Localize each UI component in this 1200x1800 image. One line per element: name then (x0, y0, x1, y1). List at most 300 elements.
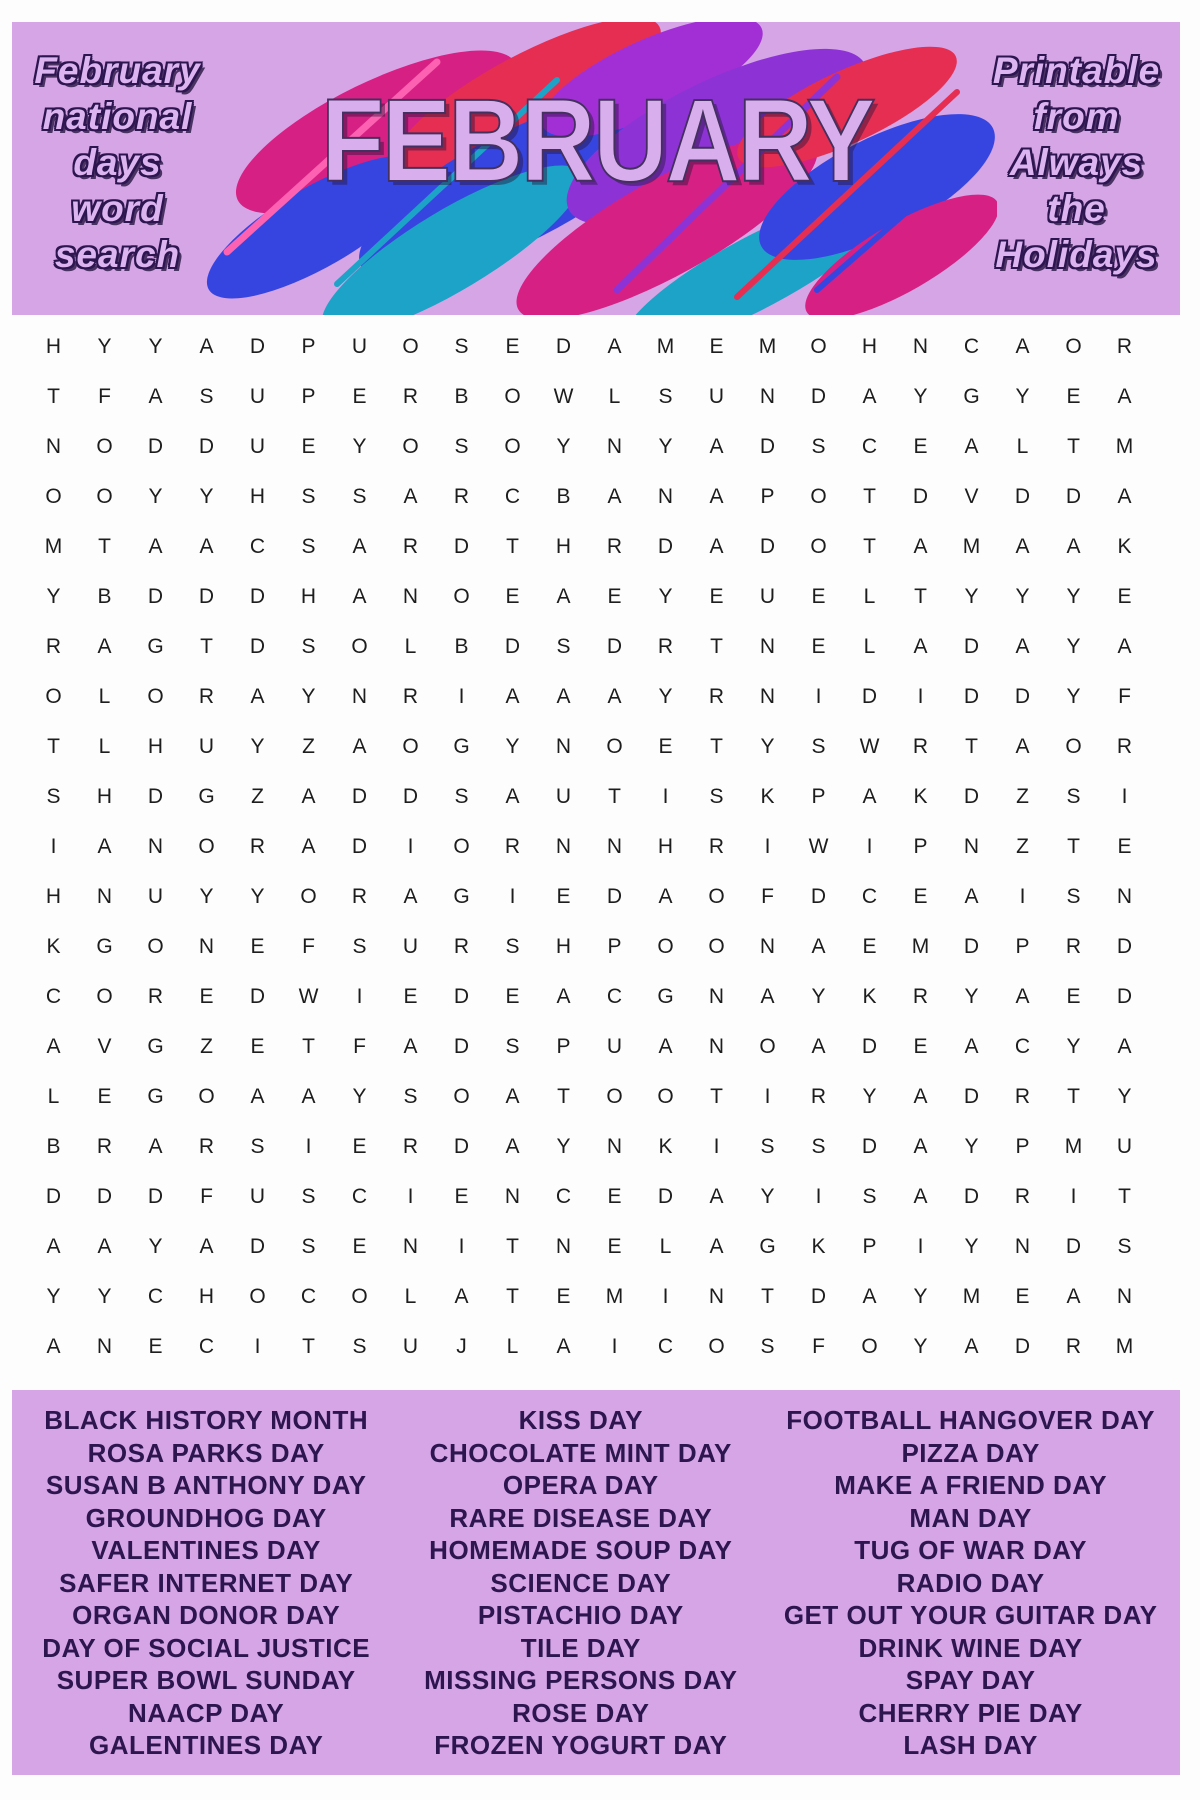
grid-letter: A (811, 1035, 826, 1058)
grid-letter: E (913, 885, 928, 908)
grid-letter: E (658, 735, 673, 758)
grid-letter: Y (964, 985, 979, 1008)
word-list-item: RARE DISEASE DAY (449, 1502, 713, 1533)
grid-letter: L (863, 585, 876, 608)
grid-letter: O (504, 385, 521, 408)
grid-letter: D (606, 635, 623, 658)
grid-letter: E (607, 1185, 622, 1208)
grid-letter: Y (199, 885, 214, 908)
grid-letter: U (606, 1035, 623, 1058)
grid-letter: A (403, 885, 418, 908)
grid-letter: Y (148, 335, 163, 358)
grid-letter: M (962, 1285, 981, 1308)
grid-letter: T (200, 635, 213, 658)
grid-letter: A (811, 935, 826, 958)
word-list-item: ORGAN DONOR DAY (72, 1600, 341, 1630)
grid-letter: R (249, 835, 266, 858)
grid-letter: A (148, 1135, 163, 1158)
grid-letter: E (199, 985, 214, 1008)
grid-letter: R (402, 1135, 419, 1158)
grid-letter: L (1016, 435, 1029, 458)
grid-letter: Y (250, 735, 265, 758)
grid-letter: K (46, 935, 61, 958)
grid-letter: M (44, 535, 63, 558)
grid-letter: Y (199, 485, 214, 508)
grid-letter: O (351, 635, 368, 658)
grid-letter: A (709, 485, 724, 508)
grid-letter: A (505, 785, 520, 808)
grid-letter: D (453, 535, 470, 558)
grid-letter: P (811, 785, 826, 808)
grid-letter: O (453, 835, 470, 858)
grid-letter: Y (148, 1235, 163, 1258)
grid-letter: K (913, 785, 928, 808)
grid-letter: T (506, 1235, 519, 1258)
grid-letter: E (250, 1035, 265, 1058)
word-list-item: FOOTBALL HANGOVER DAY (786, 1405, 1155, 1435)
grid-letter: A (97, 1235, 112, 1258)
grid-letter: S (352, 935, 367, 958)
grid-letter: D (96, 1185, 113, 1208)
grid-letter: D (963, 1085, 980, 1108)
grid-letter: P (556, 1035, 571, 1058)
grid-letter: M (962, 535, 981, 558)
grid-letter: Y (658, 685, 673, 708)
word-list-item: DRINK WINE DAY (858, 1632, 1083, 1663)
grid-letter: T (1067, 1085, 1080, 1108)
grid-letter: Y (862, 1085, 877, 1108)
grid-letter: D (912, 485, 929, 508)
grid-letter: W (808, 835, 829, 858)
grid-letter: Y (964, 585, 979, 608)
grid-letter: S (556, 635, 571, 658)
grid-letter: T (98, 535, 111, 558)
grid-letter: V (964, 485, 979, 508)
grid-letter: V (97, 1035, 112, 1058)
grid-letter: G (963, 385, 980, 408)
grid-letter: A (505, 1135, 520, 1158)
grid-letter: C (45, 985, 62, 1008)
grid-letter: T (302, 1335, 315, 1358)
grid-letter: D (963, 635, 980, 658)
grid-letter: I (815, 1185, 822, 1208)
word-list-item: SCIENCE DAY (490, 1567, 672, 1598)
grid-letter: O (606, 735, 623, 758)
grid-letter: Y (556, 435, 571, 458)
grid-letter: S (760, 1335, 775, 1358)
header-right-title (979, 50, 1174, 276)
word-list-item: GALENTINES DAY (89, 1730, 324, 1760)
grid-letter: O (1065, 735, 1082, 758)
grid-letter: A (199, 535, 214, 558)
grid-letter: L (659, 1235, 672, 1258)
grid-letter: D (810, 885, 827, 908)
grid-letter: O (147, 685, 164, 708)
grid-letter: A (556, 685, 571, 708)
grid-letter: D (147, 1185, 164, 1208)
grid-letter: S (301, 1235, 316, 1258)
grid-letter: D (147, 785, 164, 808)
grid-letter: O (351, 1285, 368, 1308)
grid-letter: Z (302, 735, 315, 758)
grid-letter: O (657, 935, 674, 958)
grid-letter: H (555, 935, 572, 958)
grid-letter: O (810, 535, 827, 558)
grid-letter: E (403, 985, 418, 1008)
grid-letter: A (46, 1235, 61, 1258)
grid-letter: W (298, 985, 319, 1008)
grid-letter: C (300, 1285, 317, 1308)
grid-letter: D (402, 785, 419, 808)
grid-letter: E (1117, 835, 1132, 858)
grid-letter: R (147, 985, 164, 1008)
grid-letter: T (863, 535, 876, 558)
grid-letter: E (1015, 1285, 1030, 1308)
grid-letter: O (453, 585, 470, 608)
grid-letter: I (662, 785, 669, 808)
grid-letter: D (1116, 935, 1133, 958)
grid-letter: R (708, 835, 725, 858)
grid-letter: S (505, 935, 520, 958)
grid-letter: N (402, 1235, 419, 1258)
grid-letter: R (1065, 935, 1082, 958)
grid-letter: A (199, 335, 214, 358)
grid-letter: R (1014, 1185, 1031, 1208)
grid-letter: U (555, 785, 572, 808)
grid-letter: R (708, 685, 725, 708)
grid-letter: D (1065, 1235, 1082, 1258)
word-list-panel (12, 1390, 1180, 1775)
grid-letter: H (555, 535, 572, 558)
grid-letter: P (607, 935, 622, 958)
word-list-item: GET OUT YOUR GUITAR DAY (783, 1600, 1158, 1630)
word-list-item: GROUNDHOG DAY (85, 1502, 327, 1533)
grid-letter: Y (148, 485, 163, 508)
grid-letter: I (509, 885, 516, 908)
grid-letter: D (861, 685, 878, 708)
grid-letter: S (352, 1335, 367, 1358)
grid-letter: D (351, 785, 368, 808)
grid-letter: Y (505, 735, 520, 758)
word-list-item: LASH DAY (903, 1730, 1038, 1760)
grid-letter: T (761, 1285, 774, 1308)
grid-letter: C (1014, 1035, 1031, 1058)
grid-letter: I (917, 685, 924, 708)
grid-letter: N (759, 385, 776, 408)
word-list-item: OPERA DAY (502, 1470, 659, 1500)
grid-letter: N (759, 935, 776, 958)
grid-letter: B (454, 635, 469, 658)
grid-letter: A (301, 1085, 316, 1108)
grid-letter: A (352, 585, 367, 608)
word-list-item: SPAY DAY (905, 1665, 1036, 1695)
grid-letter: A (964, 435, 979, 458)
grid-letter: D (504, 635, 521, 658)
grid-letter: S (811, 1135, 826, 1158)
grid-letter: Y (1066, 1035, 1081, 1058)
grid-letter: Y (556, 1135, 571, 1158)
grid-letter: O (402, 435, 419, 458)
grid-letter: T (914, 585, 927, 608)
grid-letter: O (759, 1035, 776, 1058)
grid-letter: H (147, 735, 164, 758)
grid-letter: F (200, 1185, 213, 1208)
grid-letter: D (963, 685, 980, 708)
grid-letter: W (553, 385, 574, 408)
grid-letter: O (810, 335, 827, 358)
grid-letter: A (1066, 1285, 1081, 1308)
grid-letter: I (458, 1235, 465, 1258)
grid-letter: H (45, 885, 62, 908)
grid-letter: E (352, 1135, 367, 1158)
grid-letter: Y (301, 685, 316, 708)
grid-letter: A (556, 1335, 571, 1358)
grid-letter: R (402, 385, 419, 408)
grid-letter: A (199, 1235, 214, 1258)
grid-letter: S (301, 485, 316, 508)
grid-letter: N (402, 585, 419, 608)
grid-letter: O (504, 435, 521, 458)
grid-letter: M (758, 335, 777, 358)
grid-letter: I (1019, 885, 1026, 908)
grid-letter: D (810, 1285, 827, 1308)
grid-letter: H (96, 785, 113, 808)
grid-letter: U (708, 385, 725, 408)
grid-letter: R (912, 985, 929, 1008)
grid-letter: T (506, 1285, 519, 1308)
word-list-item: RADIO DAY (896, 1567, 1045, 1598)
grid-letter: N (657, 485, 674, 508)
header-left-title-line: search (54, 234, 181, 275)
grid-letter: S (760, 1135, 775, 1158)
grid-letter: E (505, 985, 520, 1008)
grid-letter: A (1117, 485, 1132, 508)
grid-letter: A (913, 1135, 928, 1158)
grid-letter: A (97, 635, 112, 658)
grid-letter: I (713, 1135, 720, 1158)
grid-letter: U (249, 1185, 266, 1208)
grid-letter: Y (1066, 635, 1081, 658)
grid-letter: O (96, 485, 113, 508)
grid-letter: S (403, 1085, 418, 1108)
grid-letter: R (453, 935, 470, 958)
grid-letter: S (658, 385, 673, 408)
grid-letter: Y (97, 1285, 112, 1308)
grid-letter: E (352, 1235, 367, 1258)
grid-letter: N (606, 835, 623, 858)
grid-letter: Y (1066, 685, 1081, 708)
grid-letter: T (1067, 835, 1080, 858)
grid-letter: I (50, 835, 57, 858)
grid-letter: P (301, 335, 316, 358)
grid-letter: A (148, 535, 163, 558)
grid-letter: T (506, 535, 519, 558)
word-list-item: MAKE A FRIEND DAY (834, 1470, 1108, 1500)
grid-letter: I (305, 1135, 312, 1158)
grid-letter: U (402, 1335, 419, 1358)
grid-letter: G (198, 785, 215, 808)
grid-letter: F (812, 1335, 825, 1358)
grid-letter: M (1115, 435, 1134, 458)
grid-letter: G (147, 1085, 164, 1108)
grid-letter: A (913, 1085, 928, 1108)
grid-letter: P (1015, 935, 1030, 958)
grid-letter: E (913, 435, 928, 458)
grid-letter: B (556, 485, 571, 508)
grid-letter: U (147, 885, 164, 908)
grid-letter: G (96, 935, 113, 958)
grid-letter: S (1066, 785, 1081, 808)
grid-letter: N (759, 635, 776, 658)
grid-letter: P (1015, 1135, 1030, 1158)
grid-letter: D (1014, 485, 1031, 508)
grid-letter: A (964, 1335, 979, 1358)
grid-letter: A (1015, 735, 1030, 758)
grid-letter: D (453, 1135, 470, 1158)
header-left-title (20, 50, 215, 276)
grid-letter: S (301, 1185, 316, 1208)
grid-letter: Y (913, 385, 928, 408)
grid-letter: Y (1117, 1085, 1132, 1108)
grid-letter: I (1121, 785, 1128, 808)
grid-letter: D (963, 1185, 980, 1208)
grid-letter: D (606, 885, 623, 908)
grid-letter: N (606, 1135, 623, 1158)
grid-letter: Y (964, 1135, 979, 1158)
grid-letter: O (861, 1335, 878, 1358)
grid-letter: Y (352, 435, 367, 458)
grid-letter: S (811, 435, 826, 458)
grid-letter: N (96, 1335, 113, 1358)
grid-letter: L (404, 635, 417, 658)
grid-letter: T (608, 785, 621, 808)
grid-letter: Y (658, 585, 673, 608)
grid-letter: I (356, 985, 363, 1008)
grid-letter: D (861, 1135, 878, 1158)
grid-letter: D (249, 1235, 266, 1258)
grid-letter: N (1116, 885, 1133, 908)
grid-letter: D (249, 985, 266, 1008)
grid-letter: R (504, 835, 521, 858)
grid-letter: Z (1016, 785, 1029, 808)
grid-letter: T (965, 735, 978, 758)
grid-letter: D (198, 435, 215, 458)
grid-letter: Y (1015, 585, 1030, 608)
grid-letter: E (352, 385, 367, 408)
grid-letter: F (761, 885, 774, 908)
grid-letter: D (657, 535, 674, 558)
grid-letter: M (1064, 1135, 1083, 1158)
grid-letter: O (45, 685, 62, 708)
grid-letter: B (46, 1135, 61, 1158)
grid-letter: E (709, 335, 724, 358)
grid-letter: R (810, 1085, 827, 1108)
grid-letter: L (506, 1335, 519, 1358)
grid-letter: A (505, 1085, 520, 1108)
grid-letter: H (249, 485, 266, 508)
grid-letter: S (811, 735, 826, 758)
grid-letter: E (505, 335, 520, 358)
grid-letter: L (47, 1085, 60, 1108)
grid-letter: B (97, 585, 112, 608)
grid-letter: R (351, 885, 368, 908)
grid-letter: D (45, 1185, 62, 1208)
grid-letter: A (964, 885, 979, 908)
grid-letter: A (1117, 635, 1132, 658)
grid-letter: D (453, 1035, 470, 1058)
word-list-item: VALENTINES DAY (91, 1535, 321, 1565)
grid-letter: E (301, 435, 316, 458)
grid-letter: A (1066, 535, 1081, 558)
grid-letter: N (708, 1035, 725, 1058)
grid-letter: I (764, 1085, 771, 1108)
grid-letter: E (1066, 985, 1081, 1008)
grid-letter: Y (250, 885, 265, 908)
grid-letter: E (148, 1335, 163, 1358)
grid-letter: T (1067, 435, 1080, 458)
grid-letter: Z (1016, 835, 1029, 858)
grid-letter: A (607, 685, 622, 708)
grid-letter: I (815, 685, 822, 708)
grid-letter: N (45, 435, 62, 458)
grid-letter: A (301, 835, 316, 858)
grid-letter: F (1118, 685, 1131, 708)
word-list-item: SAFER INTERNET DAY (59, 1567, 354, 1598)
grid-letter: U (249, 385, 266, 408)
grid-letter: O (810, 485, 827, 508)
word-list-item: MISSING PERSONS DAY (424, 1665, 738, 1695)
grid-letter: E (556, 885, 571, 908)
grid-letter: T (47, 385, 60, 408)
grid-letter: K (658, 1135, 673, 1158)
grid-letter: L (404, 1285, 417, 1308)
grid-letter: A (862, 385, 877, 408)
header-left-title-line: national (42, 96, 193, 137)
grid-letter: R (198, 1135, 215, 1158)
grid-letter: A (913, 1185, 928, 1208)
word-list-item: PISTACHIO DAY (477, 1600, 684, 1630)
word-list-col-1 (16, 1404, 396, 1765)
grid-letter: S (862, 1185, 877, 1208)
grid-letter: Y (46, 1285, 61, 1308)
grid-letter: D (1116, 985, 1133, 1008)
grid-letter: U (1116, 1135, 1133, 1158)
grid-letter: Y (913, 1335, 928, 1358)
grid-letter: T (710, 1085, 723, 1108)
grid-letter: S (352, 485, 367, 508)
grid-letter: A (301, 785, 316, 808)
grid-letter: C (657, 1335, 674, 1358)
grid-letter: D (759, 535, 776, 558)
grid-letter: A (964, 1035, 979, 1058)
grid-letter: N (198, 935, 215, 958)
grid-letter: N (96, 885, 113, 908)
header-right-title-line: Printable (992, 50, 1161, 91)
grid-letter: P (862, 1235, 877, 1258)
grid-letter: C (147, 1285, 164, 1308)
grid-letter: S (1066, 885, 1081, 908)
grid-letter: L (98, 735, 111, 758)
grid-letter: A (607, 485, 622, 508)
word-list-item: CHERRY PIE DAY (858, 1697, 1083, 1728)
grid-letter: E (250, 935, 265, 958)
grid-letter: K (862, 985, 877, 1008)
grid-letter: T (302, 1035, 315, 1058)
grid-letter: A (913, 635, 928, 658)
grid-letter: Y (46, 585, 61, 608)
grid-letter: N (555, 1235, 572, 1258)
header-banner (12, 22, 1180, 315)
